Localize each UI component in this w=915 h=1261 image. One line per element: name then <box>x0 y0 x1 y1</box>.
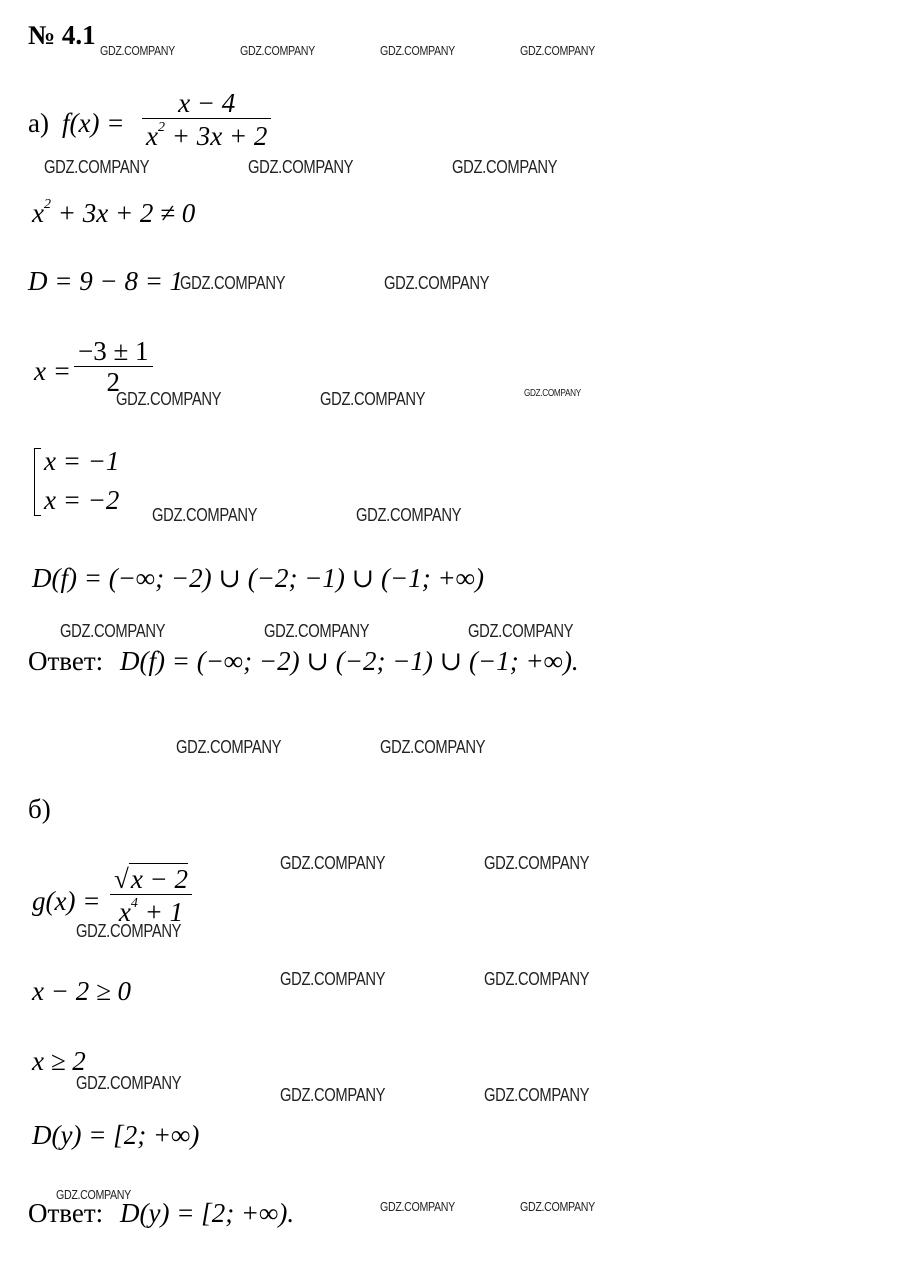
part-a-roots-lhs: x = <box>34 356 71 386</box>
watermark: GDZ.COMPANY <box>384 273 490 293</box>
watermark: GDZ.COMPANY <box>468 621 574 641</box>
watermark: GDZ.COMPANY <box>380 1199 455 1214</box>
part-a-case-1: x = −1 <box>44 446 120 476</box>
part-a-roots-denominator: 2 <box>74 366 153 396</box>
watermark: GDZ.COMPANY <box>484 853 590 873</box>
watermark: GDZ.COMPANY <box>520 1199 595 1214</box>
watermark: GDZ.COMPANY <box>356 505 462 525</box>
problem-number: № 4.1 <box>28 20 96 50</box>
part-a-answer-label: Ответ: <box>28 646 104 676</box>
part-a-domain: D(f) = (−∞; −2) ∪ (−2; −1) ∪ (−1; +∞) <box>32 563 484 593</box>
watermark: GDZ.COMPANY <box>280 853 386 873</box>
part-a-label: а) <box>28 108 49 138</box>
watermark: GDZ.COMPANY <box>280 969 386 989</box>
watermark: GDZ.COMPANY <box>60 621 166 641</box>
watermark: GDZ.COMPANY <box>180 273 286 293</box>
part-a-function-lhs: f(x) = <box>62 108 125 138</box>
part-a-case-2: x = −2 <box>44 485 120 515</box>
watermark: GDZ.COMPANY <box>484 969 590 989</box>
watermark: GDZ.COMPANY <box>452 157 558 177</box>
part-b-function-lhs: g(x) = <box>32 886 101 916</box>
part-b-denominator: $x^4 + 1$ <box>110 894 192 926</box>
watermark: GDZ.COMPANY <box>320 389 426 409</box>
watermark: GDZ.COMPANY <box>280 1085 386 1105</box>
watermark: GDZ.COMPANY <box>76 1073 182 1093</box>
watermark: GDZ.COMPANY <box>152 505 258 525</box>
part-b-answer-label: Ответ: <box>28 1198 104 1228</box>
watermark: GDZ.COMPANY <box>524 388 581 399</box>
watermark: GDZ.COMPANY <box>484 1085 590 1105</box>
part-b-domain: D(y) = [2; +∞) <box>32 1120 200 1150</box>
part-b-fraction <box>110 866 192 926</box>
watermark: GDZ.COMPANY <box>520 43 595 58</box>
watermark: GDZ.COMPANY <box>264 621 370 641</box>
part-b-solution: x ≥ 2 <box>32 1046 86 1076</box>
watermark: GDZ.COMPANY <box>100 43 175 58</box>
part-a-condition: $x^2 + 3x + 2 \ne 0$ <box>32 197 196 228</box>
part-a-answer: D(f) = (−∞; −2) ∪ (−2; −1) ∪ (−1; +∞). <box>120 646 579 676</box>
watermark: GDZ.COMPANY <box>44 157 150 177</box>
part-b-numerator: √x − 2 <box>114 864 189 894</box>
watermark: GDZ.COMPANY <box>380 43 455 58</box>
part-a-roots-fraction <box>74 338 153 396</box>
part-b-label: б) <box>28 794 51 824</box>
watermark: GDZ.COMPANY <box>56 1187 131 1202</box>
part-a-discriminant: D = 9 − 8 = 1 <box>28 266 184 296</box>
part-b-condition: x − 2 ≥ 0 <box>32 976 132 1006</box>
watermark: GDZ.COMPANY <box>240 43 315 58</box>
watermark: GDZ.COMPANY <box>248 157 354 177</box>
watermark: GDZ.COMPANY <box>176 737 282 757</box>
part-a-fraction <box>142 90 271 150</box>
watermark: GDZ.COMPANY <box>76 921 182 941</box>
part-a-numerator: x − 4 <box>178 88 236 118</box>
part-a-roots-numerator: −3 ± 1 <box>78 336 149 366</box>
watermark: GDZ.COMPANY <box>380 737 486 757</box>
part-b-answer: D(y) = [2; +∞). <box>120 1198 295 1228</box>
part-a-denominator: $x^2 + 3x + 2$ <box>142 118 271 150</box>
cases-bracket <box>34 448 41 516</box>
watermark: GDZ.COMPANY <box>116 389 222 409</box>
